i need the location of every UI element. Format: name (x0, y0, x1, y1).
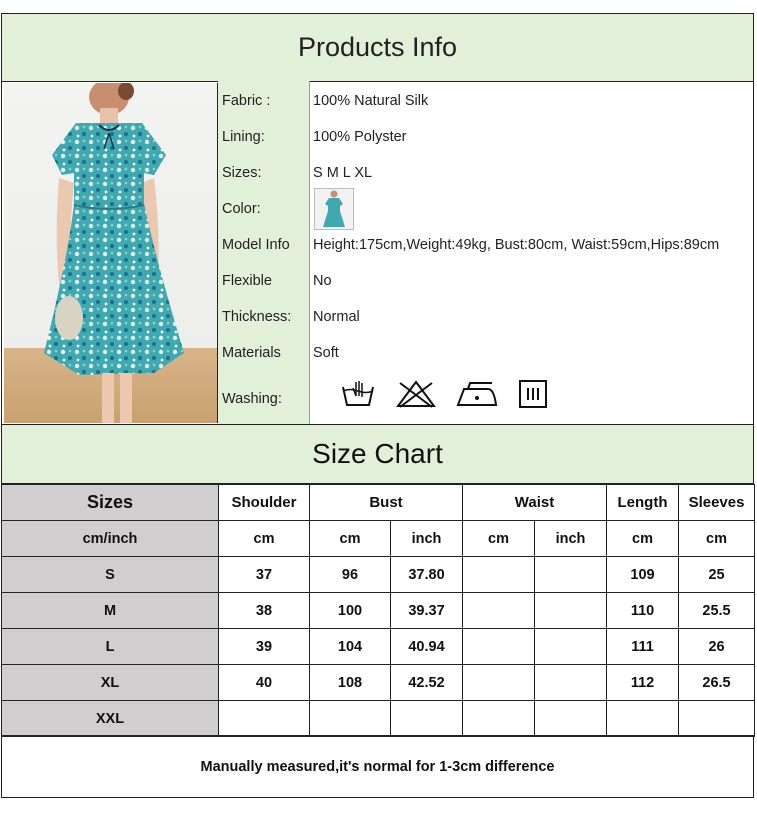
size-chart-table (1, 484, 755, 737)
size-cell: L (2, 629, 219, 665)
info-label: Model Info (222, 237, 290, 253)
table-cell: 112 (607, 665, 679, 701)
product-sheet (1, 13, 754, 798)
table-cell: 100 (310, 593, 391, 629)
size-cell: S (2, 557, 219, 593)
unit-cell: cm/inch (2, 521, 219, 557)
table-cell: 96 (310, 557, 391, 593)
table-cell: 37.80 (391, 557, 463, 593)
table-row (2, 593, 755, 629)
size-cell: M (2, 593, 219, 629)
info-label: Color: (222, 201, 261, 217)
table-cell: 37 (219, 557, 310, 593)
table-cell: 39 (219, 629, 310, 665)
unit-cell: inch (391, 521, 463, 557)
info-label: Lining: (222, 129, 265, 145)
unit-cell: cm (607, 521, 679, 557)
washing-icons (340, 379, 548, 409)
header-bust: Bust (310, 485, 463, 521)
unit-cell: cm (463, 521, 535, 557)
no-bleach-icon (396, 379, 436, 409)
table-row (2, 665, 755, 701)
model-photo (4, 83, 218, 423)
info-label: Washing: (222, 391, 282, 407)
table-unit-row (2, 521, 755, 557)
table-cell: 111 (607, 629, 679, 665)
table-cell: 25 (679, 557, 755, 593)
table-cell: 109 (607, 557, 679, 593)
info-value: Soft (313, 345, 339, 361)
hand-wash-icon (340, 379, 376, 409)
size-chart-title: Size Chart (1, 424, 754, 484)
unit-cell: cm (679, 521, 755, 557)
table-cell (535, 557, 607, 593)
header-sleeves: Sleeves (679, 485, 755, 521)
header-length: Length (607, 485, 679, 521)
table-cell (310, 701, 391, 737)
info-value: No (313, 273, 332, 289)
table-cell (463, 701, 535, 737)
iron-low-icon (456, 379, 498, 409)
info-value: 100% Natural Silk (313, 93, 429, 109)
table-cell (679, 701, 755, 737)
table-row (2, 557, 755, 593)
table-cell: 38 (219, 593, 310, 629)
products-info-body (1, 81, 754, 424)
table-cell (535, 593, 607, 629)
info-value: S M L XL (313, 165, 373, 181)
info-label: Materials (222, 345, 281, 361)
unit-cell: cm (219, 521, 310, 557)
dress-model-illustration (4, 83, 217, 423)
table-cell (463, 665, 535, 701)
table-cell: 40 (219, 665, 310, 701)
table-cell (391, 701, 463, 737)
table-cell: 25.5 (679, 593, 755, 629)
table-cell: 108 (310, 665, 391, 701)
measurement-note: Manually measured,it's normal for 1-3cm difference (1, 735, 754, 798)
table-cell: 42.52 (391, 665, 463, 701)
table-cell: 26.5 (679, 665, 755, 701)
size-cell: XL (2, 665, 219, 701)
table-cell: 39.37 (391, 593, 463, 629)
info-value: Normal (313, 309, 360, 325)
table-cell (535, 701, 607, 737)
table-cell: 110 (607, 593, 679, 629)
info-label: Thickness: (222, 309, 292, 325)
table-cell (535, 629, 607, 665)
header-sizes: Sizes (2, 485, 219, 521)
table-cell (463, 629, 535, 665)
table-cell (463, 557, 535, 593)
dress-thumbnail-icon (315, 189, 353, 229)
header-waist: Waist (463, 485, 607, 521)
table-cell (463, 593, 535, 629)
info-value: 100% Polyster (313, 129, 407, 145)
unit-cell: cm (310, 521, 391, 557)
table-row (2, 629, 755, 665)
products-info-rows (218, 81, 753, 424)
table-cell: 40.94 (391, 629, 463, 665)
info-label: Flexible (222, 273, 272, 289)
table-cell: 26 (679, 629, 755, 665)
tumble-dry-icon (518, 379, 548, 409)
table-cell (535, 665, 607, 701)
unit-cell: inch (535, 521, 607, 557)
info-label: Sizes: (222, 165, 262, 181)
table-header-row (2, 485, 755, 521)
table-cell (219, 701, 310, 737)
table-cell (607, 701, 679, 737)
size-cell: XXL (2, 701, 219, 737)
table-row (2, 701, 755, 737)
info-label: Fabric : (222, 93, 271, 109)
header-shoulder: Shoulder (219, 485, 310, 521)
products-info-title: Products Info (1, 13, 754, 82)
info-value: Height:175cm,Weight:49kg, Bust:80cm, Waist:59cm,Hips:89cm (313, 237, 720, 253)
color-swatch-thumbnail[interactable] (314, 188, 354, 230)
table-cell: 104 (310, 629, 391, 665)
